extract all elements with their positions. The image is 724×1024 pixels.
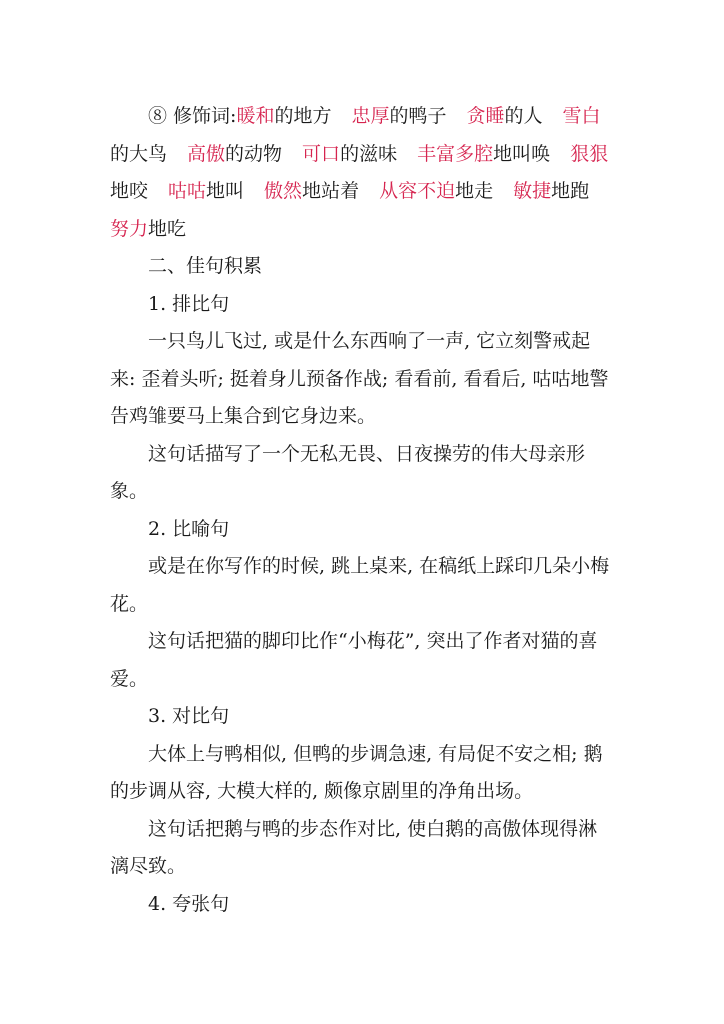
document-page (110, 98, 610, 923)
modifier-word: 雪白 (562, 105, 601, 127)
section-heading: 1. 排比句 (148, 292, 230, 315)
section-title: 二、佳句积累 (148, 255, 263, 277)
section-heading: 3. 对比句 (148, 705, 230, 727)
modifier-rest: 的人 (504, 105, 543, 127)
modifier-rest: 的地方 (274, 105, 332, 127)
modifier-word: 从容不迫 (379, 180, 456, 202)
modifier-rest: 地站着 (302, 180, 360, 202)
modifier-rest: 的鸭子 (389, 105, 447, 127)
modifier-rest: 的滋味 (340, 142, 398, 165)
analysis-note: 这句话把猫的脚印比作“小梅花”, 突出了作者对猫的喜爱。 (110, 630, 598, 690)
analysis-note: 这句话把鹅与鸭的步态作对比, 使白鹅的高傲体现得淋漓尽致。 (110, 817, 598, 877)
modifier-word: 高傲 (187, 142, 226, 165)
modifier-rest: 地咬 (110, 180, 149, 202)
modifier-word: 努力 (110, 217, 149, 240)
modifier-rest: 的大鸟 (110, 142, 168, 165)
modifier-word: 贪睡 (466, 105, 505, 127)
modifier-rest: 地叫唤 (493, 142, 551, 165)
modifier-rest: 的动物 (225, 142, 283, 165)
analysis-note: 这句话描写了一个无私无畏、日夜操劳的伟大母亲形象。 (110, 442, 586, 502)
section-heading: 2. 比喻句 (148, 517, 230, 540)
modifier-word: 狠狠 (570, 142, 609, 165)
example-sentence: 或是在你写作的时候, 跳上桌来, 在稿纸上踩印几朵小梅花。 (110, 555, 610, 615)
modifier-word: 可口 (302, 142, 341, 165)
example-sentence: 一只鸟儿飞过, 或是什么东西响了一声, 它立刻警戒起来: 歪着头听; 挺着身儿预备作战; 看看前, 看看后, 咕咕地警告鸡雏要马上集合到它身边来。 (110, 330, 609, 427)
modifier-word: 丰富多腔 (417, 142, 494, 165)
modifier-word: 暖和 (236, 105, 275, 127)
modifier-rest: 地跑 (551, 180, 590, 202)
modifier-paragraph (110, 98, 610, 248)
section-heading: 4. 夸张句 (148, 892, 230, 915)
modifier-rest: 地吃 (148, 217, 187, 240)
modifier-word: 傲然 (264, 180, 303, 202)
modifier-label: ⑧ 修饰词: (148, 105, 237, 127)
modifier-word: 敏捷 (513, 180, 552, 202)
modifier-rest: 地叫 (206, 180, 245, 202)
modifier-word: 咕咕 (168, 180, 207, 202)
example-sentence: 大体上与鸭相似, 但鸭的步调急速, 有局促不安之相; 鹅的步调从容, 大模大样的, 颇像京剧里的净角出场。 (110, 742, 603, 802)
modifier-word: 忠厚 (351, 105, 390, 127)
modifier-rest: 地走 (455, 180, 494, 202)
